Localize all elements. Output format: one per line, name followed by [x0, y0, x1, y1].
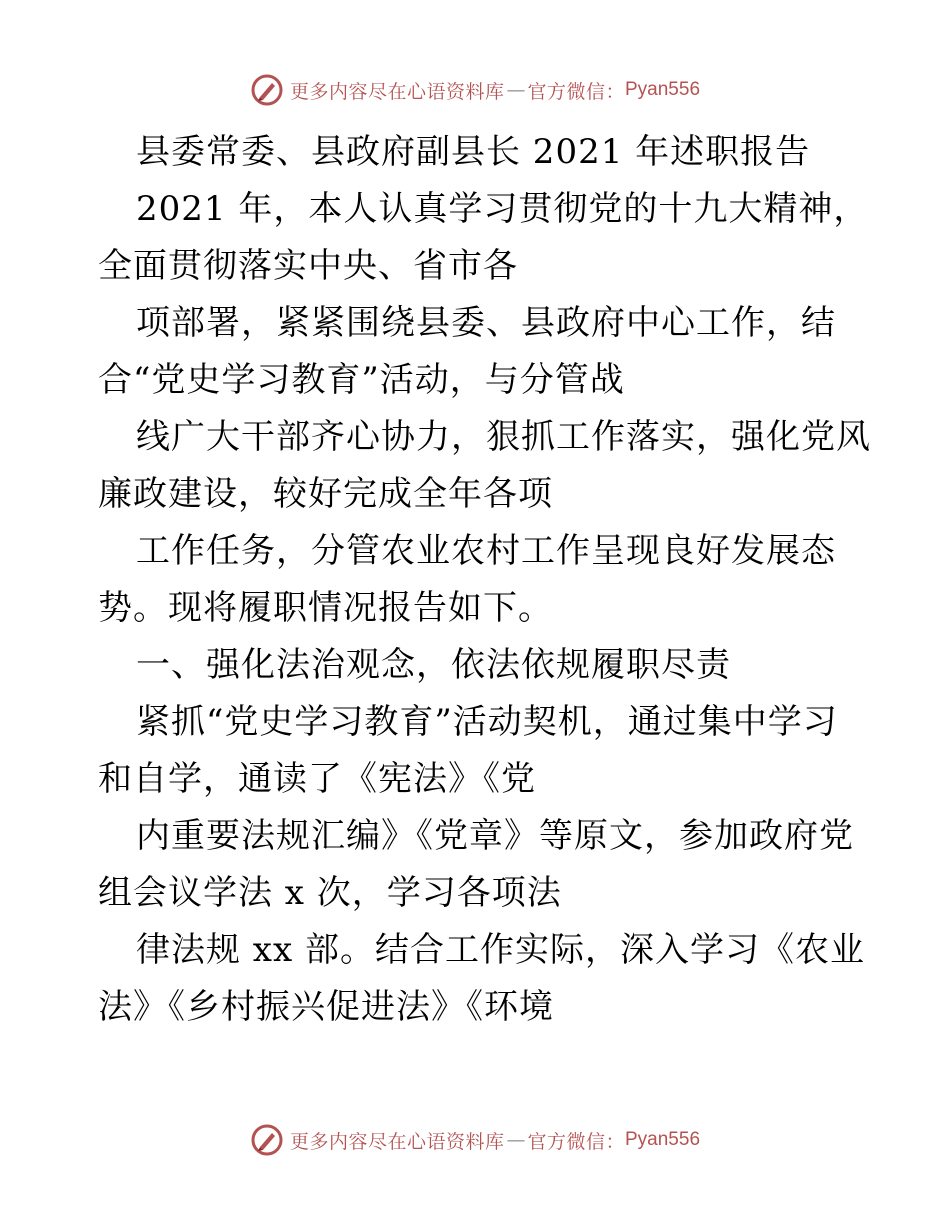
doc-line: 项部署，紧紧围绕县委、县政府中心工作，结: [136, 303, 836, 343]
doc-line: 合“党史学习教育”活动，与分管战: [98, 360, 625, 400]
watermark-text: 更多内容尽在心语资料库: [289, 80, 505, 103]
doc-line: 法》《乡村振兴促进法》《环境: [98, 987, 554, 1027]
doc-line: 组会议学法 x 次，学习各项法: [98, 873, 562, 913]
doc-line: 内重要法规汇编》《党章》等原文，参加政府党: [136, 816, 854, 856]
footer-watermark: [0, 1120, 950, 1160]
watermark-suffix: 官方微信：: [527, 1130, 625, 1153]
watermark-suffix: 官方微信：: [527, 80, 625, 103]
doc-line: 全面贯彻落实中央、省市各: [98, 246, 518, 286]
doc-title: 县委常委、县政府副县长 2021 年述职报告: [136, 132, 811, 172]
doc-line: 线广大干部齐心协力，狠抓工作落实，强化党风: [136, 417, 871, 457]
pen-circle-icon: [250, 73, 284, 107]
pen-circle-icon: [250, 1123, 284, 1157]
watermark-id: Pyan556: [625, 1129, 701, 1150]
doc-line: 势。现将履职情况报告如下。: [98, 588, 553, 628]
section-heading: 一、强化法治观念，依法依规履职尽责: [136, 645, 731, 685]
document-body: [98, 124, 871, 1036]
doc-line: 廉政建设，较好完成全年各项: [98, 474, 553, 514]
watermark-id: Pyan556: [625, 79, 701, 100]
header-watermark: [0, 70, 950, 110]
watermark-text: 更多内容尽在心语资料库: [289, 1130, 505, 1153]
doc-line: 和自学，通读了《宪法》《党: [98, 759, 536, 799]
watermark-separator: —: [506, 79, 526, 101]
doc-line: 工作任务，分管农业农村工作呈现良好发展态: [136, 531, 836, 571]
watermark-separator: —: [506, 1129, 526, 1151]
doc-line: 紧抓“党史学习教育”活动契机，通过集中学习: [136, 702, 838, 742]
doc-line: 2021 年，本人认真学习贯彻党的十九大精神，: [136, 189, 869, 229]
doc-line: 律法规 xx 部。结合工作实际，深入学习《农业: [136, 930, 865, 970]
